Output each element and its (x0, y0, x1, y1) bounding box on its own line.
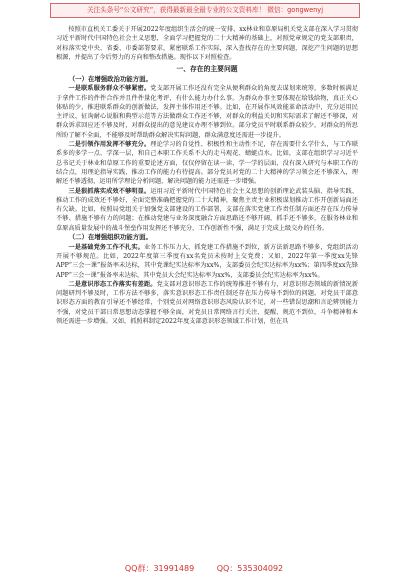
paragraph-3-text: 运用习近平新时代中国特色社会主义思想的创新理论武装头脑、指导实践、推动工作的成效还不够好，全面完整准确把握党的二十大精神，聚焦主责主业积极谋划推动工作开创新局面还有欠缺。比如，按照局党组关于加强党支部建设的工作部署，支部在落实党建工作责任制方面还存在压力传导不够、措施不够有力的问题；在推动党建与业务深度融合方面思路还不够开阔，抓手还不够多，在服务林业和草原高质量发展中的战斗堡垒作用发挥还不够充分，工作创新性不强，满足于完成上级交办的任务。 (56, 187, 359, 232)
paragraph-1-lead: 一是联系服务群众不够紧密。 (68, 85, 151, 93)
paragraph-4-text: 业务工作压力大，抓党建工作措施不到位，新方法新思路不够多，党组织活动开展不够规范。比如，2022年度第三季度有xx名党员未按时上交党费；又如，2022年第一季度xx先锋APP“三会一课”报备率未达标，其中党课纪实达标率为xx%，支部委员会纪实达标率为xx%；第四季度xx先锋APP“三会一课”报备率未达标，其中党员大会纪实达标率为xx%，支部委员会纪实达标率为xx%。 (56, 243, 359, 279)
paragraph-4 (56, 243, 358, 280)
paragraph-5-lead: 二是意识形态工作落实有差距。 (68, 280, 157, 288)
paragraph-5 (56, 280, 358, 326)
section-heading: 一、存在的主要问题 (176, 65, 238, 74)
paragraph-2-lead: 二是引领作用发挥不够充分。 (68, 141, 151, 149)
footer-qq: QQ：535304092 (216, 564, 284, 573)
paragraph-2-text: 理论学习的自觉性、积极性和主动性不足，存在需要什么学什么，与工作联系多的多学一点、学深一层，和自己本职工作关系不大的走马观花、蜻蜓点水。比如，支部在组织学习习近平总书记关于林业和草原工作的重要论述方面，仅仅停留在读一读、学一学的层面，没有深入研究与本职工作的结合点，用理论指导实践、推动工作的能力有待提高。部分党员对党的二十大精神的学习领会还不够深入，理解还不够透彻，运用所学理论分析问题、解决问题的能力还需进一步增强。 (56, 141, 359, 186)
paragraph-3 (56, 187, 358, 233)
paragraph-1 (56, 84, 358, 140)
paragraph-3-lead: 三是狠抓落实成效不够明显。 (68, 187, 151, 195)
footer-contact (0, 563, 408, 574)
paragraph-5-text: 党支部对意识形态工作的统筹推进不够有力，对意识形态领域的新情况新问题研判不够及时，工作方法不够多，落实意识形态工作责任制还存在压力传导不到位的问题。对党员干部意识形态方面的教育引导还不够经常，个别党员对网络意识形态风险认识不足，对一些错误思潮和言论辨别能力不强，对党员干部日常思想动态掌握不够全面，对党员日常网络言行关注、提醒、规范不到位，斗争精神和本领还需进一步增强。又如，抓照料制定2022年度支部意识形态领域工作计划，但在具 (56, 280, 359, 325)
subsection-heading-1: （一）在增强政治功能方面。 (68, 74, 152, 83)
top-banner: 关注头条号“公文研究”，获得最新最全最专业的公文资料库！ 微信：gongwenyj (50, 3, 360, 18)
footer-qq-group: QQ群：31991489 (124, 564, 195, 573)
subsection-heading-2: （二）在增强组织功能方面。 (68, 233, 152, 242)
paragraph-4-lead: 一是基础党务工作不扎实。 (68, 243, 144, 251)
document-body (56, 25, 358, 326)
paragraph-2 (56, 140, 358, 186)
intro-paragraph: 按照市直机关工委关于开展2022年度组织生活会的统一安排，xx林业和草原局机关党支部在深入学习贯彻习近平新时代中国特色社会主义思想，全面学习把握党的二十大精神的基础上，对照党章规定的党支部职责，对标落实党中央、省委、市委部署要求，紧密联系工作实际，深入查找存在的主要问题，深挖产生问题的思想根源，并提出了今后努力的方向和整改措施。现作以下对照检查。 (56, 26, 358, 61)
paragraph-1-text: 党支部开展工作还没有完全从便利群众的角度去谋划来统筹，多数时候满足于拿件工作的件件合作并且件件量化考评，有什么能力办什么事。为群众办事主要体现在给钱给物，真正关心体贴的少，推进联系群众的创新做法，发挥主体作用还不够。比如，在开展作风效能革命活动中，充分运用民主评议、征询耐心说服和典型示范等方法做群众工作还不够，对群众的利益关切和实际需求了解还不够深，对群众诉求回应还不够及时，对群众提出的意见建议办理不够到位。部分党员平时联系群众较少，对群众的所思所盼了解不全面，不能够及时帮助群众解决实际问题，群众满意度还需进一步提升。 (56, 85, 359, 139)
